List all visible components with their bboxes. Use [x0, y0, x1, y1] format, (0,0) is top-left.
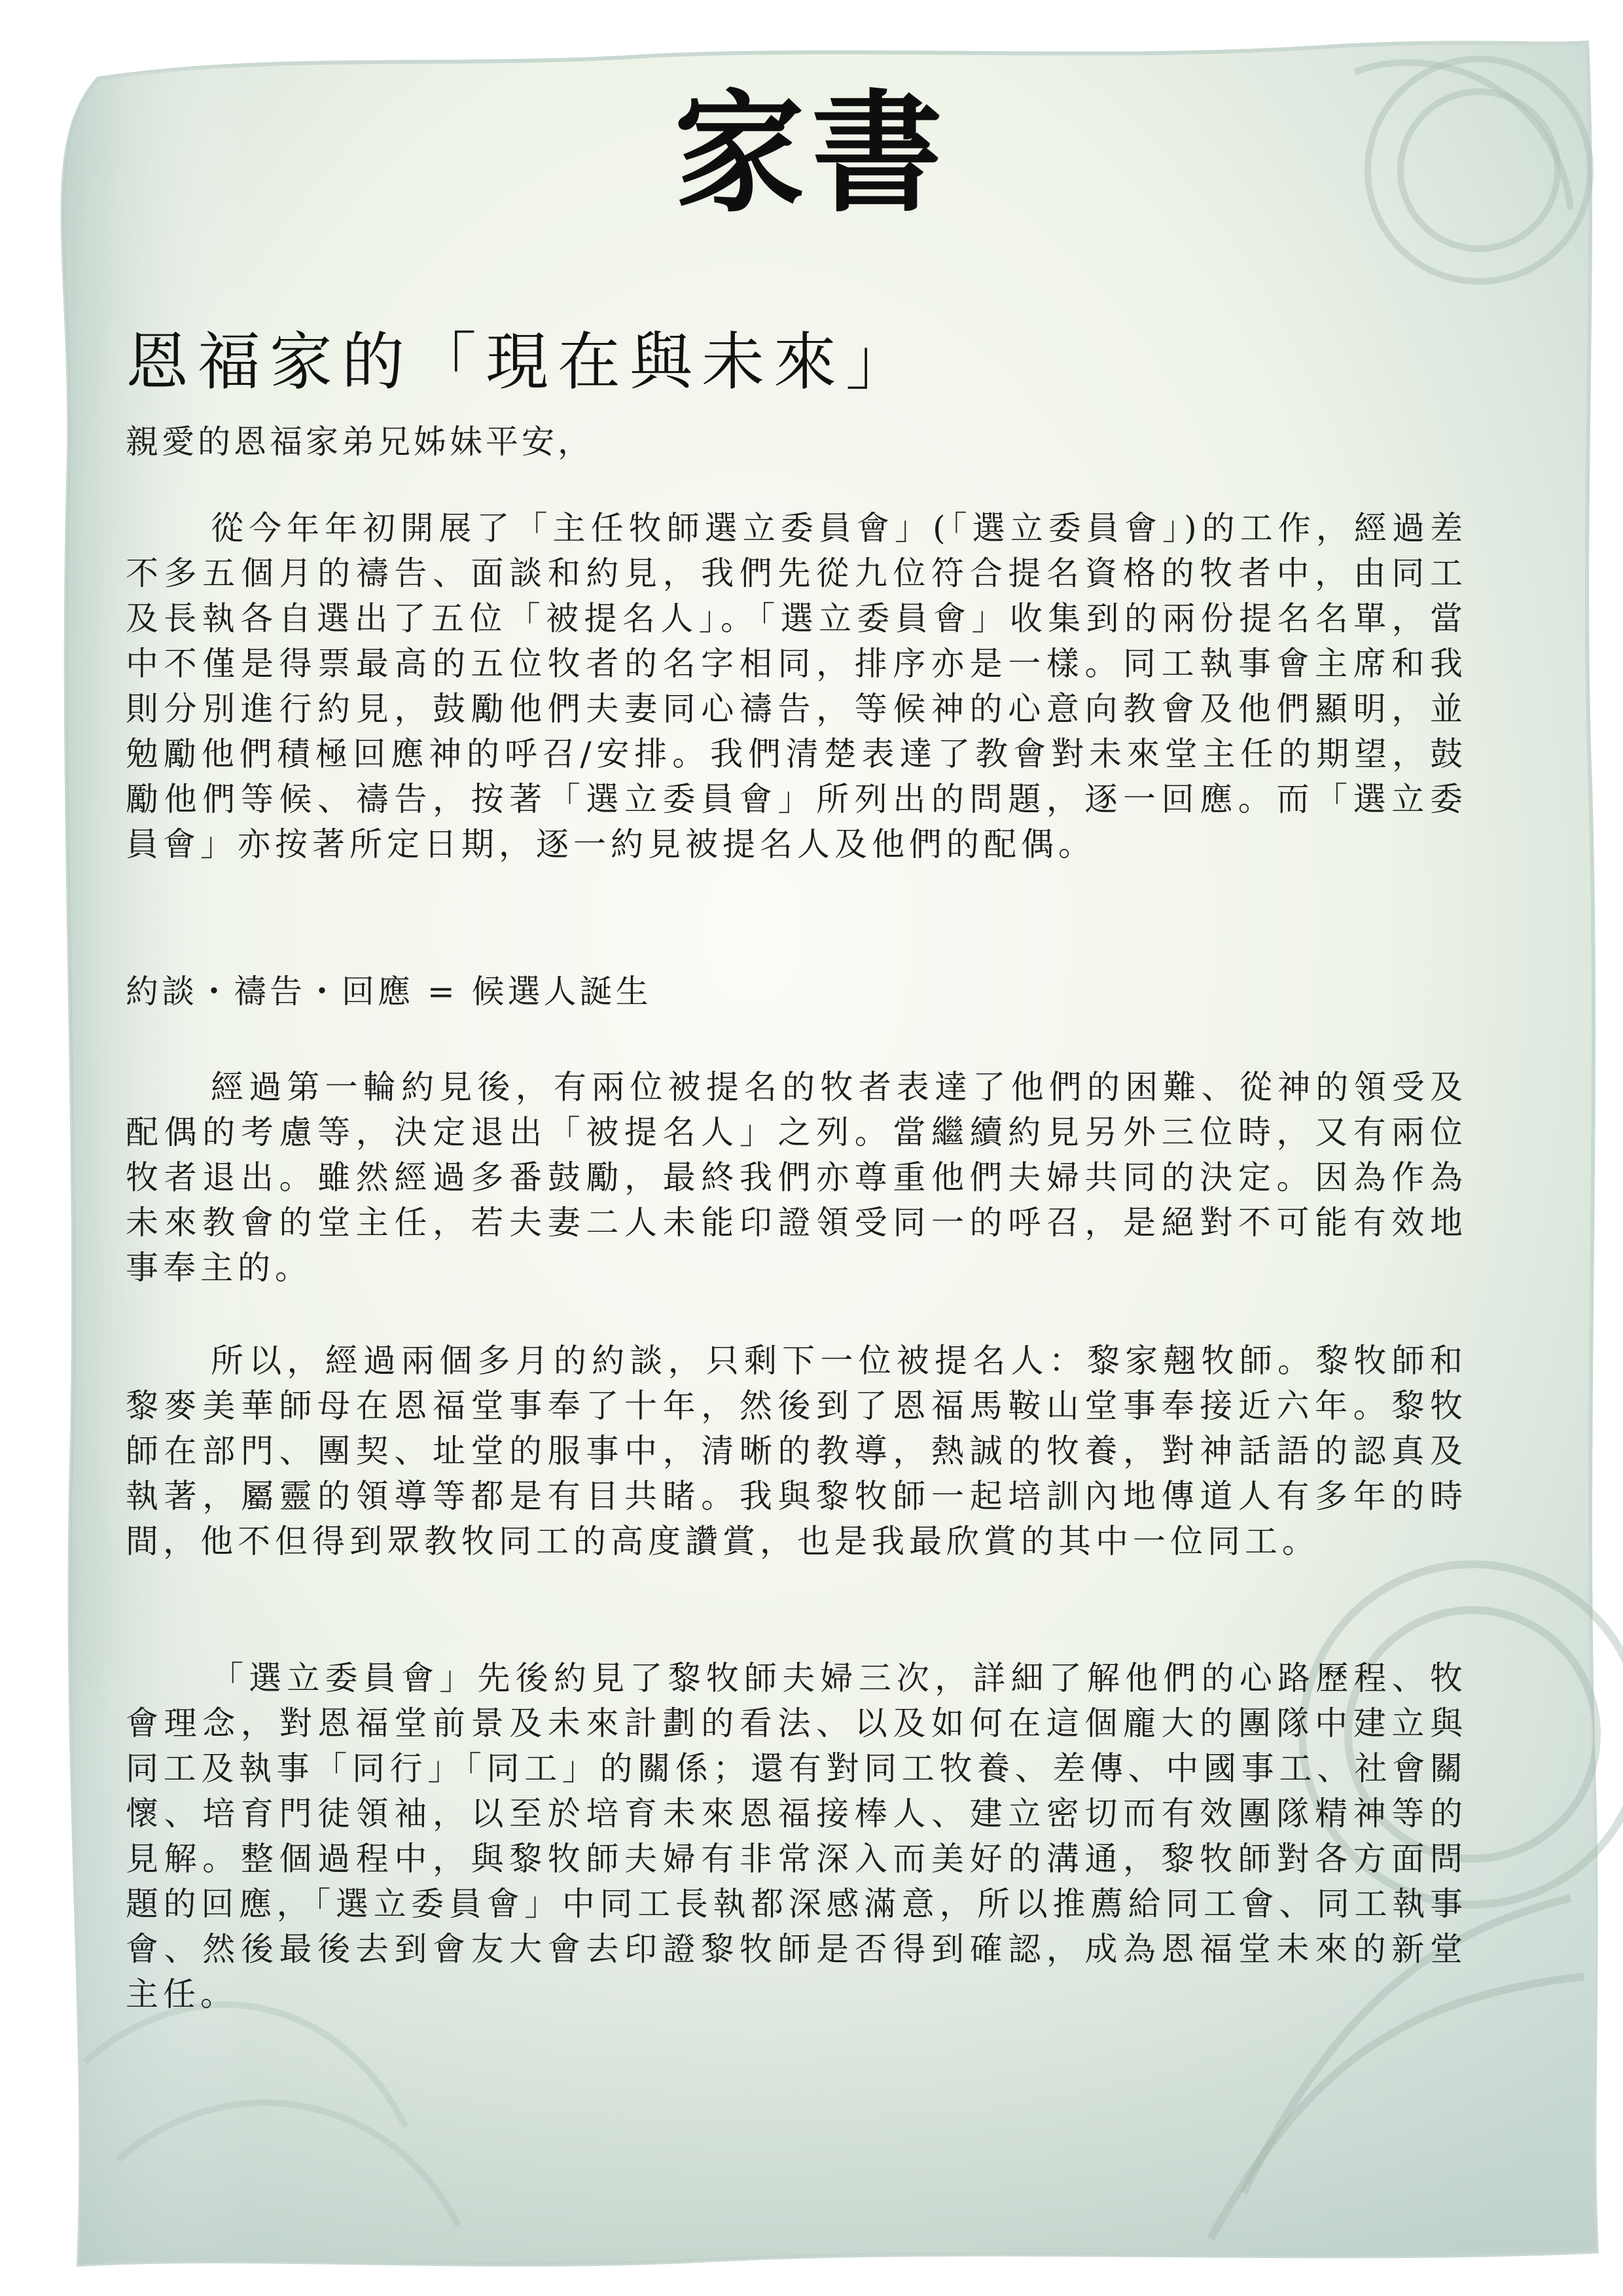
section-subheading: 約談・禱告・回應 = 候選人誕生: [126, 973, 652, 1011]
body-paragraph-1: 從今年年初開展了「主任牧師選立委員會」(「選立委員會」)的工作，經過差不多五個月的禱告、面談和約見，我們先從九位符合提名資格的牧者中，由同工及長執各自選出了五位「被提名人」。「選立委員會」收集到的兩份提名名單，當中不僅是得票最高的五位牧者的名字相同，排序亦是一樣。同工執事會主席和我則分別進行約見，鼓勵他們夫妻同心禱告，等候神的心意向教會及他們顯明，並勉勵他們積極回應神的呼召/安排。我們清楚表達了教會對未來堂主任的期望，鼓勵他們等候、禱告，按著「選立委員會」所列出的問題，逐一回應。而「選立委員會」亦按著所定日期，逐一約見被提名人及他們的配偶。: [126, 509, 1467, 863]
document-title: 家書: [673, 77, 949, 230]
letter-heading: 恩福家的「現在與未來」: [126, 325, 918, 399]
body-paragraph-4: 「選立委員會」先後約見了黎牧師夫婦三次，詳細了解他們的心路歷程、牧會理念，對恩福堂前景及未來計劃的看法、以及如何在這個龐大的團隊中建立與同工及執事「同行」「同工」的關係；還有對同工牧養、差傳、中國事工、社會關懷、培育門徒領袖，以至於培育未來恩福接棒人、建立密切而有效團隊精神等的見解。整個過程中，與黎牧師夫婦有非常深入而美好的溝通，黎牧師對各方面問題的回應，「選立委員會」中同工長執都深感滿意，所以推薦給同工會、同工執事會、然後最後去到會友大會去印證黎牧師是否得到確認，成為恩福堂未來的新堂主任。: [126, 1659, 1467, 2013]
body-paragraph-3: 所以，經過兩個多月的約談，只剩下一位被提名人：黎家翹牧師。黎牧師和黎麥美華師母在恩福堂事奉了十年，然後到了恩福馬鞍山堂事奉接近六年。黎牧師在部門、團契、址堂的服事中，清晰的教導，熱誠的牧養，對神話語的認真及執著，屬靈的領導等都是有目共睹。我與黎牧師一起培訓內地傳道人有多年的時間，他不但得到眾教牧同工的高度讚賞，也是我最欣賞的其中一位同工。: [126, 1342, 1467, 1560]
salutation: 親愛的恩福家弟兄姊妹平安，: [126, 423, 594, 461]
body-paragraph-2: 經過第一輪約見後，有兩位被提名的牧者表達了他們的困難、從神的領受及配偶的考慮等，決定退出「被提名人」之列。當繼續約見另外三位時，又有兩位牧者退出。雖然經過多番鼓勵，最終我們亦尊重他們夫婦共同的決定。因為作為未來教會的堂主任，若夫妻二人未能印證領受同一的呼召，是絕對不可能有效地事奉主的。: [126, 1068, 1467, 1287]
